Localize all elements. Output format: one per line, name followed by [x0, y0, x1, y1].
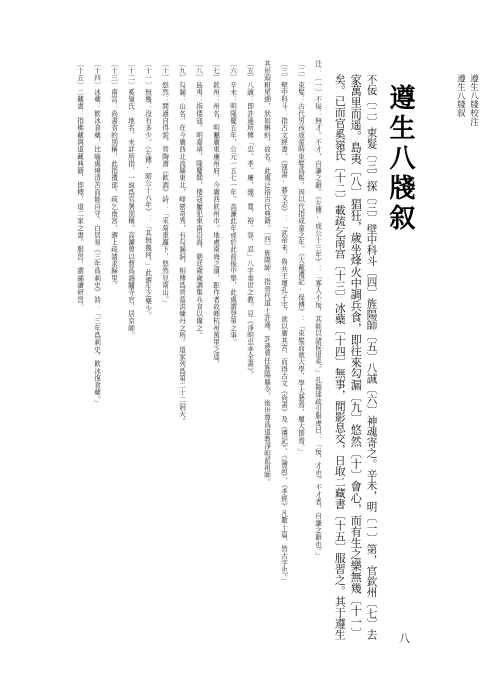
note-13: 〔十三〕南宫：尚書省的别稱，此指禮部。疏乞南宫，謂上疏請求歸里。 — [109, 60, 118, 289]
note-9: 〔九〕勾漏：山名，在今廣西北流縣東北，峰巒奇秀，有勾漏洞，相傳爲晉葛洪煉丹之所。道家列爲第二十二洞天。 — [177, 60, 186, 425]
note-8: 〔八〕島夷：指倭寇。明嘉靖、隆慶間，倭寇屢犯東南沿海，朝廷歲歲調集兵食以備之。 — [194, 60, 203, 339]
note-2: 〔二〕束髮：古代男孩成童時束髮爲髻，因以代指成童之年。《大戴禮記·保傅》：「束髮而就大學，學大藝焉，履大節焉。」 — [296, 60, 305, 456]
note-3: 〔三〕壁中科斗：指古文經書。《漢書·藝文志》：「武帝末，魯共王壞孔子宅，欲以廣其宮，而得古文《尚書》及《禮記》、《論語》、《孝經》凡數十篇，皆古字也。」 — [279, 60, 288, 585]
note-12: 〔十二〕奚嶺氏：地名，未詳所指，一説爲官署别稱。高濂曾以貲爲鴻臚寺官，居京師。 — [126, 60, 135, 339]
main-text-line-1: 不佞〔二〕束髮〔三〕探〔三〕壁中科斗〔四〕旌陽師〔五〕八誠〔六〕神魂寄之。辛未，明〔一〕第，官欽州〔七〕去 — [365, 74, 378, 641]
running-head-section: 遵生八牋叙 — [456, 74, 467, 118]
note-5: 〔五〕八誠：即許遜所傳「忠、孝、廉、謹、寬、裕、容、忍」八字垂世之教。見《淨明忠孝全書》。 — [245, 60, 254, 379]
note-11: 〔十一〕無幾：没有多少。《左傳·昭公十六年》：「其無幾何。」此謂生之樂少。 — [143, 60, 152, 320]
note-14: 〔十四〕冰蘗：飲冰食蘗，比喻處境清苦而能自守。白居易《三年爲刺史》詩：「三年爲刺史，飲冰復食蘗。」 — [92, 60, 101, 408]
note-7: 〔七〕欽州：州名，明屬廣東廉州府，今廣西欽州市。地處南海之濱，距作者故鄉杭州萬里之遥。 — [211, 60, 220, 368]
note-15: 〔十五〕二藏書：指佛藏與道藏典籍，即釋、道二家之書。服習，謂誦讀研習。 — [75, 60, 84, 311]
note-10: 〔十〕悠然：閒適自得貌。晉陶潛《飲酒》詩：「采菊東籬下，悠然見南山。」 — [160, 60, 169, 307]
running-head-book: 遵生八牋校注 — [469, 74, 480, 127]
main-text-line-3: 矣。已而官奚嶺氏〔十二〕載疏乞南宫〔十三〕冰蘗〔十四〕無事，閒影息交，日取二藏書〔十五〕服習之。其于遵生 — [333, 74, 347, 640]
note-1: 注：〔一〕不佞：無才。不才，自謙之辭。《左傳·成公十三年》：「寡人不佞，其能以諸侯退矣。」孔穎達疏引服虔曰：「佞，才也。不才者，自謙之辭也。」 — [313, 60, 322, 560]
note-6: 〔六〕辛未：明隆慶五年，公元一五七一年。高濂此年或於此前後中舉，此處謂登第之事。 — [228, 60, 237, 346]
note-4: 其形頭粗尾細，狀如蝌蚪，故名。此處泛指古代典籍。〔四〕旌陽師：指晉代道士許遜。許遜曾任旌陽縣令，後世尊爲道教淨明派祖師。 — [262, 60, 271, 486]
page-number: 八 — [399, 632, 410, 645]
section-title: 遵生八牋叙 — [385, 84, 415, 234]
main-text-line-2: 家萬里而遥。島夷〔八〕猖狂，歲坐烽火中調兵食，即往來勾漏〔九〕悠然〔十〕會心，而有生之樂無幾〔十一〕 — [349, 74, 363, 639]
